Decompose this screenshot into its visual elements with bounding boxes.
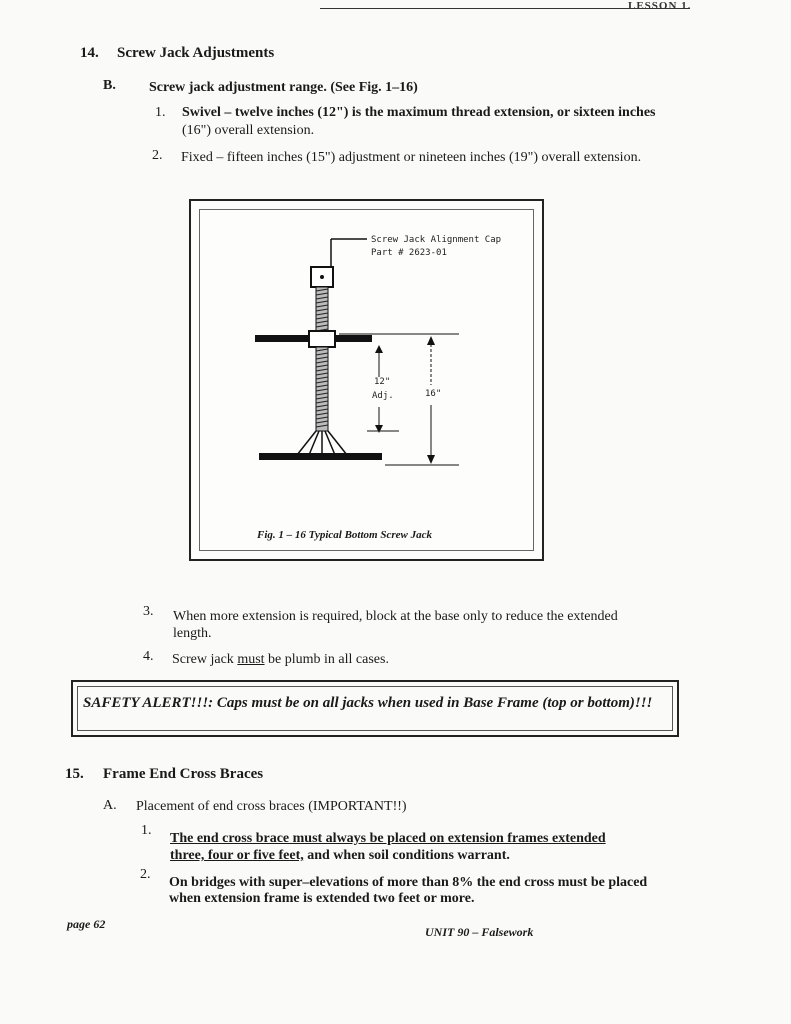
item-14-3-line2: length. bbox=[173, 626, 212, 641]
section-15-sub-letter: A. bbox=[103, 798, 117, 813]
overall-label: 16" bbox=[425, 389, 442, 399]
item-15-1-number: 1. bbox=[141, 823, 152, 838]
item-15-1-line2 bbox=[170, 847, 510, 864]
adj-label-text: Adj. bbox=[372, 391, 394, 401]
item-14-4-text bbox=[172, 651, 389, 668]
item-15-1-rest: and when soil conditions warrant. bbox=[303, 848, 510, 863]
callout-label-line1: Screw Jack Alignment Cap bbox=[371, 235, 502, 245]
item-15-1-underlined: three, four or five feet, bbox=[170, 848, 304, 863]
item-14-1-line1: Swivel – twelve inches (12") is the maximum thread extension, or sixteen inches bbox=[182, 105, 656, 120]
item-14-2-line1: Fixed – fifteen inches (15") adjustment or nineteen inches (19") overall extension. bbox=[181, 150, 642, 165]
safety-alert-box bbox=[71, 680, 679, 737]
frame-collar bbox=[309, 331, 335, 347]
section-14-sub-letter: B. bbox=[103, 78, 116, 93]
callout-label-line2: Part # 2623-01 bbox=[371, 248, 447, 258]
item-15-2-line1: On bridges with super–elevations of more than 8% the end cross must be placed bbox=[169, 875, 648, 890]
section-14-sub-title: Screw jack adjustment range. (See Fig. 1–16) bbox=[149, 80, 418, 95]
footer-unit-title: UNIT 90 – Falsework bbox=[425, 925, 534, 939]
item-14-4-number: 4. bbox=[143, 649, 154, 664]
item-14-3-line1: When more extension is required, block at the base only to reduce the extended bbox=[173, 609, 618, 624]
item-14-2-number: 2. bbox=[152, 148, 163, 163]
section-15-sub-title: Placement of end cross braces (IMPORTANT!!) bbox=[136, 799, 407, 814]
section-15-title: Frame End Cross Braces bbox=[103, 766, 264, 782]
base-bar bbox=[259, 453, 382, 460]
section-15-number: 15. bbox=[65, 766, 84, 782]
section-14-title: Screw Jack Adjustments bbox=[117, 45, 275, 61]
screw-jack-diagram bbox=[189, 199, 544, 561]
footer-page-number: page 62 bbox=[67, 917, 106, 931]
header-unit-label: LESSON 1. bbox=[628, 0, 692, 12]
item-14-4-pre: Screw jack bbox=[172, 652, 238, 667]
section-14-number: 14. bbox=[80, 45, 99, 61]
item-14-3-number: 3. bbox=[143, 604, 154, 619]
figure-caption: Fig. 1 – 16 Typical Bottom Screw Jack bbox=[257, 529, 432, 541]
item-15-2-line2: when extension frame is extended two feet or more. bbox=[169, 891, 475, 906]
item-14-4-must: must bbox=[237, 652, 265, 667]
adj-label-size: 12" bbox=[374, 377, 391, 387]
base-plate-legs bbox=[297, 431, 347, 455]
item-14-4-post: be plumb in all cases. bbox=[264, 652, 389, 667]
item-15-2-number: 2. bbox=[140, 867, 151, 882]
safety-alert-text: SAFETY ALERT!!!: Caps must be on all jacks when used in Base Frame (top or bottom)!!! bbox=[83, 695, 653, 711]
item-14-1-line2: (16") overall extension. bbox=[182, 123, 315, 138]
item-15-1-line1: The end cross brace must always be placed on extension frames extended bbox=[170, 831, 606, 846]
item-14-1-number: 1. bbox=[155, 105, 166, 120]
